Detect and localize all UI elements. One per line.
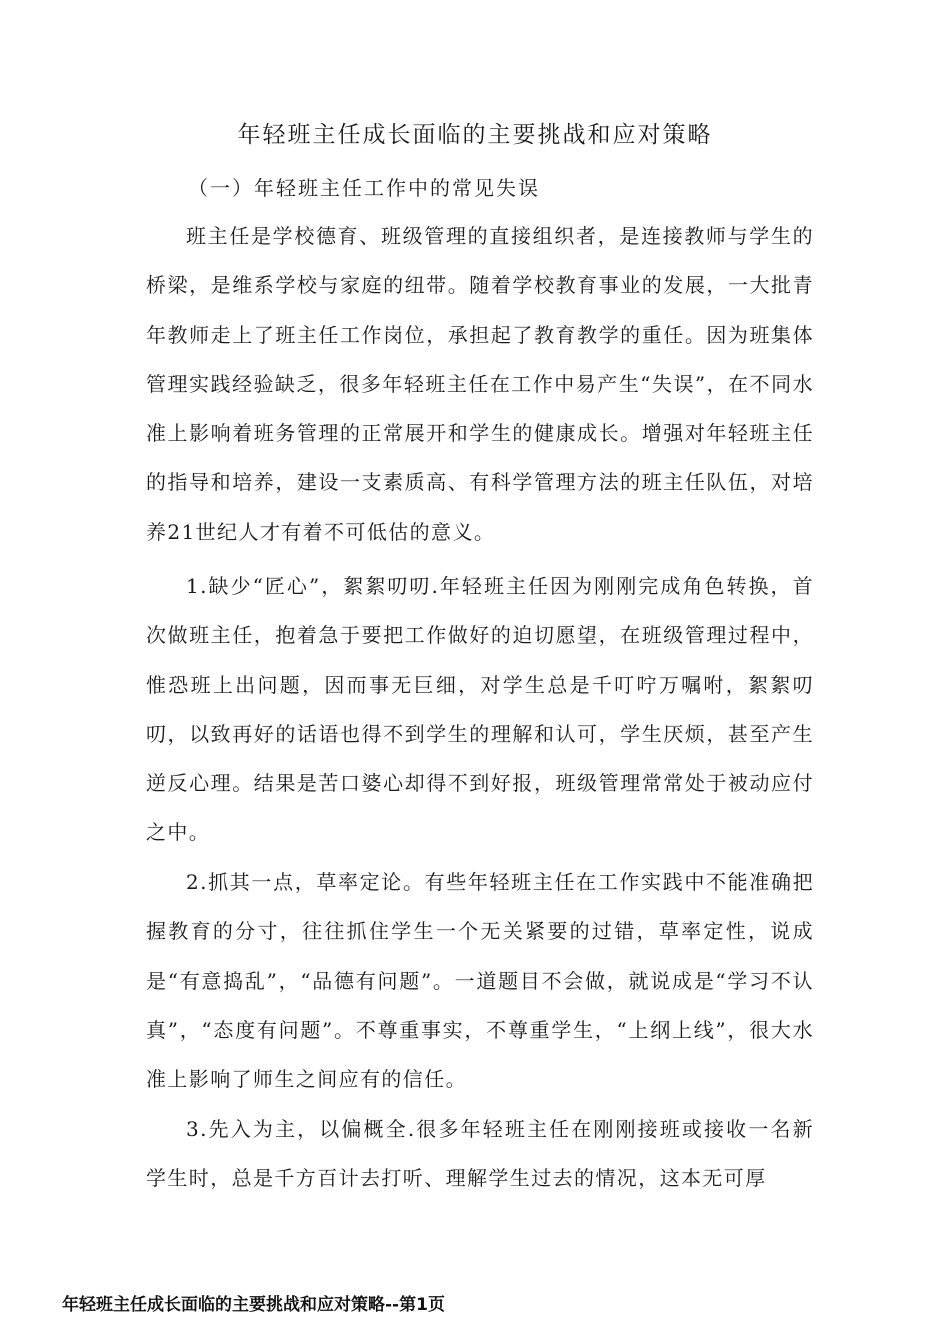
paragraph: 班主任是学校德育、班级管理的直接组织者，是连接教师与学生的桥梁，是维系学校与家庭的纽带。随着学校教育事业的发展，一大批青年教师走上了班主任工作岗位，承担起了教育教学的重任。因为班集体管理实践经验缺乏，很多年轻班主任在工作中易产生“失误”，在不同水准上影响着班务管理的正常展开和学生的健康成长。增强对年轻班主任的指导和培养，建设一支素质高、有科学管理方法的班主任队伍，对培养21世纪人才有着不可低估的意义。	[146, 224, 814, 544]
paragraph-block	[146, 562, 814, 858]
paragraph: 1.缺少“匠心”，絮絮叨叨.年轻班主任因为刚刚完成角色转换，首次做班主任，抱着急于要把工作做好的迫切愿望，在班级管理过程中，惟恐班上出问题，因而事无巨细，对学生总是千叮咛万嘱咐，絮絮叨叨，以致再好的话语也得不到学生的理解和认可，学生厌烦，甚至产生逆反心理。结果是苦口婆心却得不到好报，班级管理常常处于被动应付之中。	[146, 574, 814, 845]
page-footer: 年轻班主任成长面临的主要挑战和应对策略--第1页	[62, 1295, 445, 1315]
section-heading: （一）年轻班主任工作中的常见失误	[188, 176, 540, 200]
paragraph-block	[146, 1105, 814, 1204]
paragraph: 2.抓其一点，草率定论。有些年轻班主任在工作实践中不能准确把握教育的分寸，往往抓住学生一个无关紧要的过错，草率定性，说成是“有意捣乱”，“品德有问题”。一道题目不会做，就说成是“学习不认真”，“态度有问题”。不尊重事实，不尊重学生，“上纲上线”，很大水准上影响了师生之间应有的信任。	[146, 870, 814, 1092]
paragraph-block	[146, 858, 814, 1104]
paragraph-block	[146, 212, 814, 557]
paragraph: 3.先入为主，以偏概全.很多年轻班主任在刚刚接班或接收一名新学生时，总是千方百计去打听、理解学生过去的情况，这本无可厚	[146, 1117, 814, 1191]
document-title: 年轻班主任成长面临的主要挑战和应对策略	[237, 122, 713, 148]
